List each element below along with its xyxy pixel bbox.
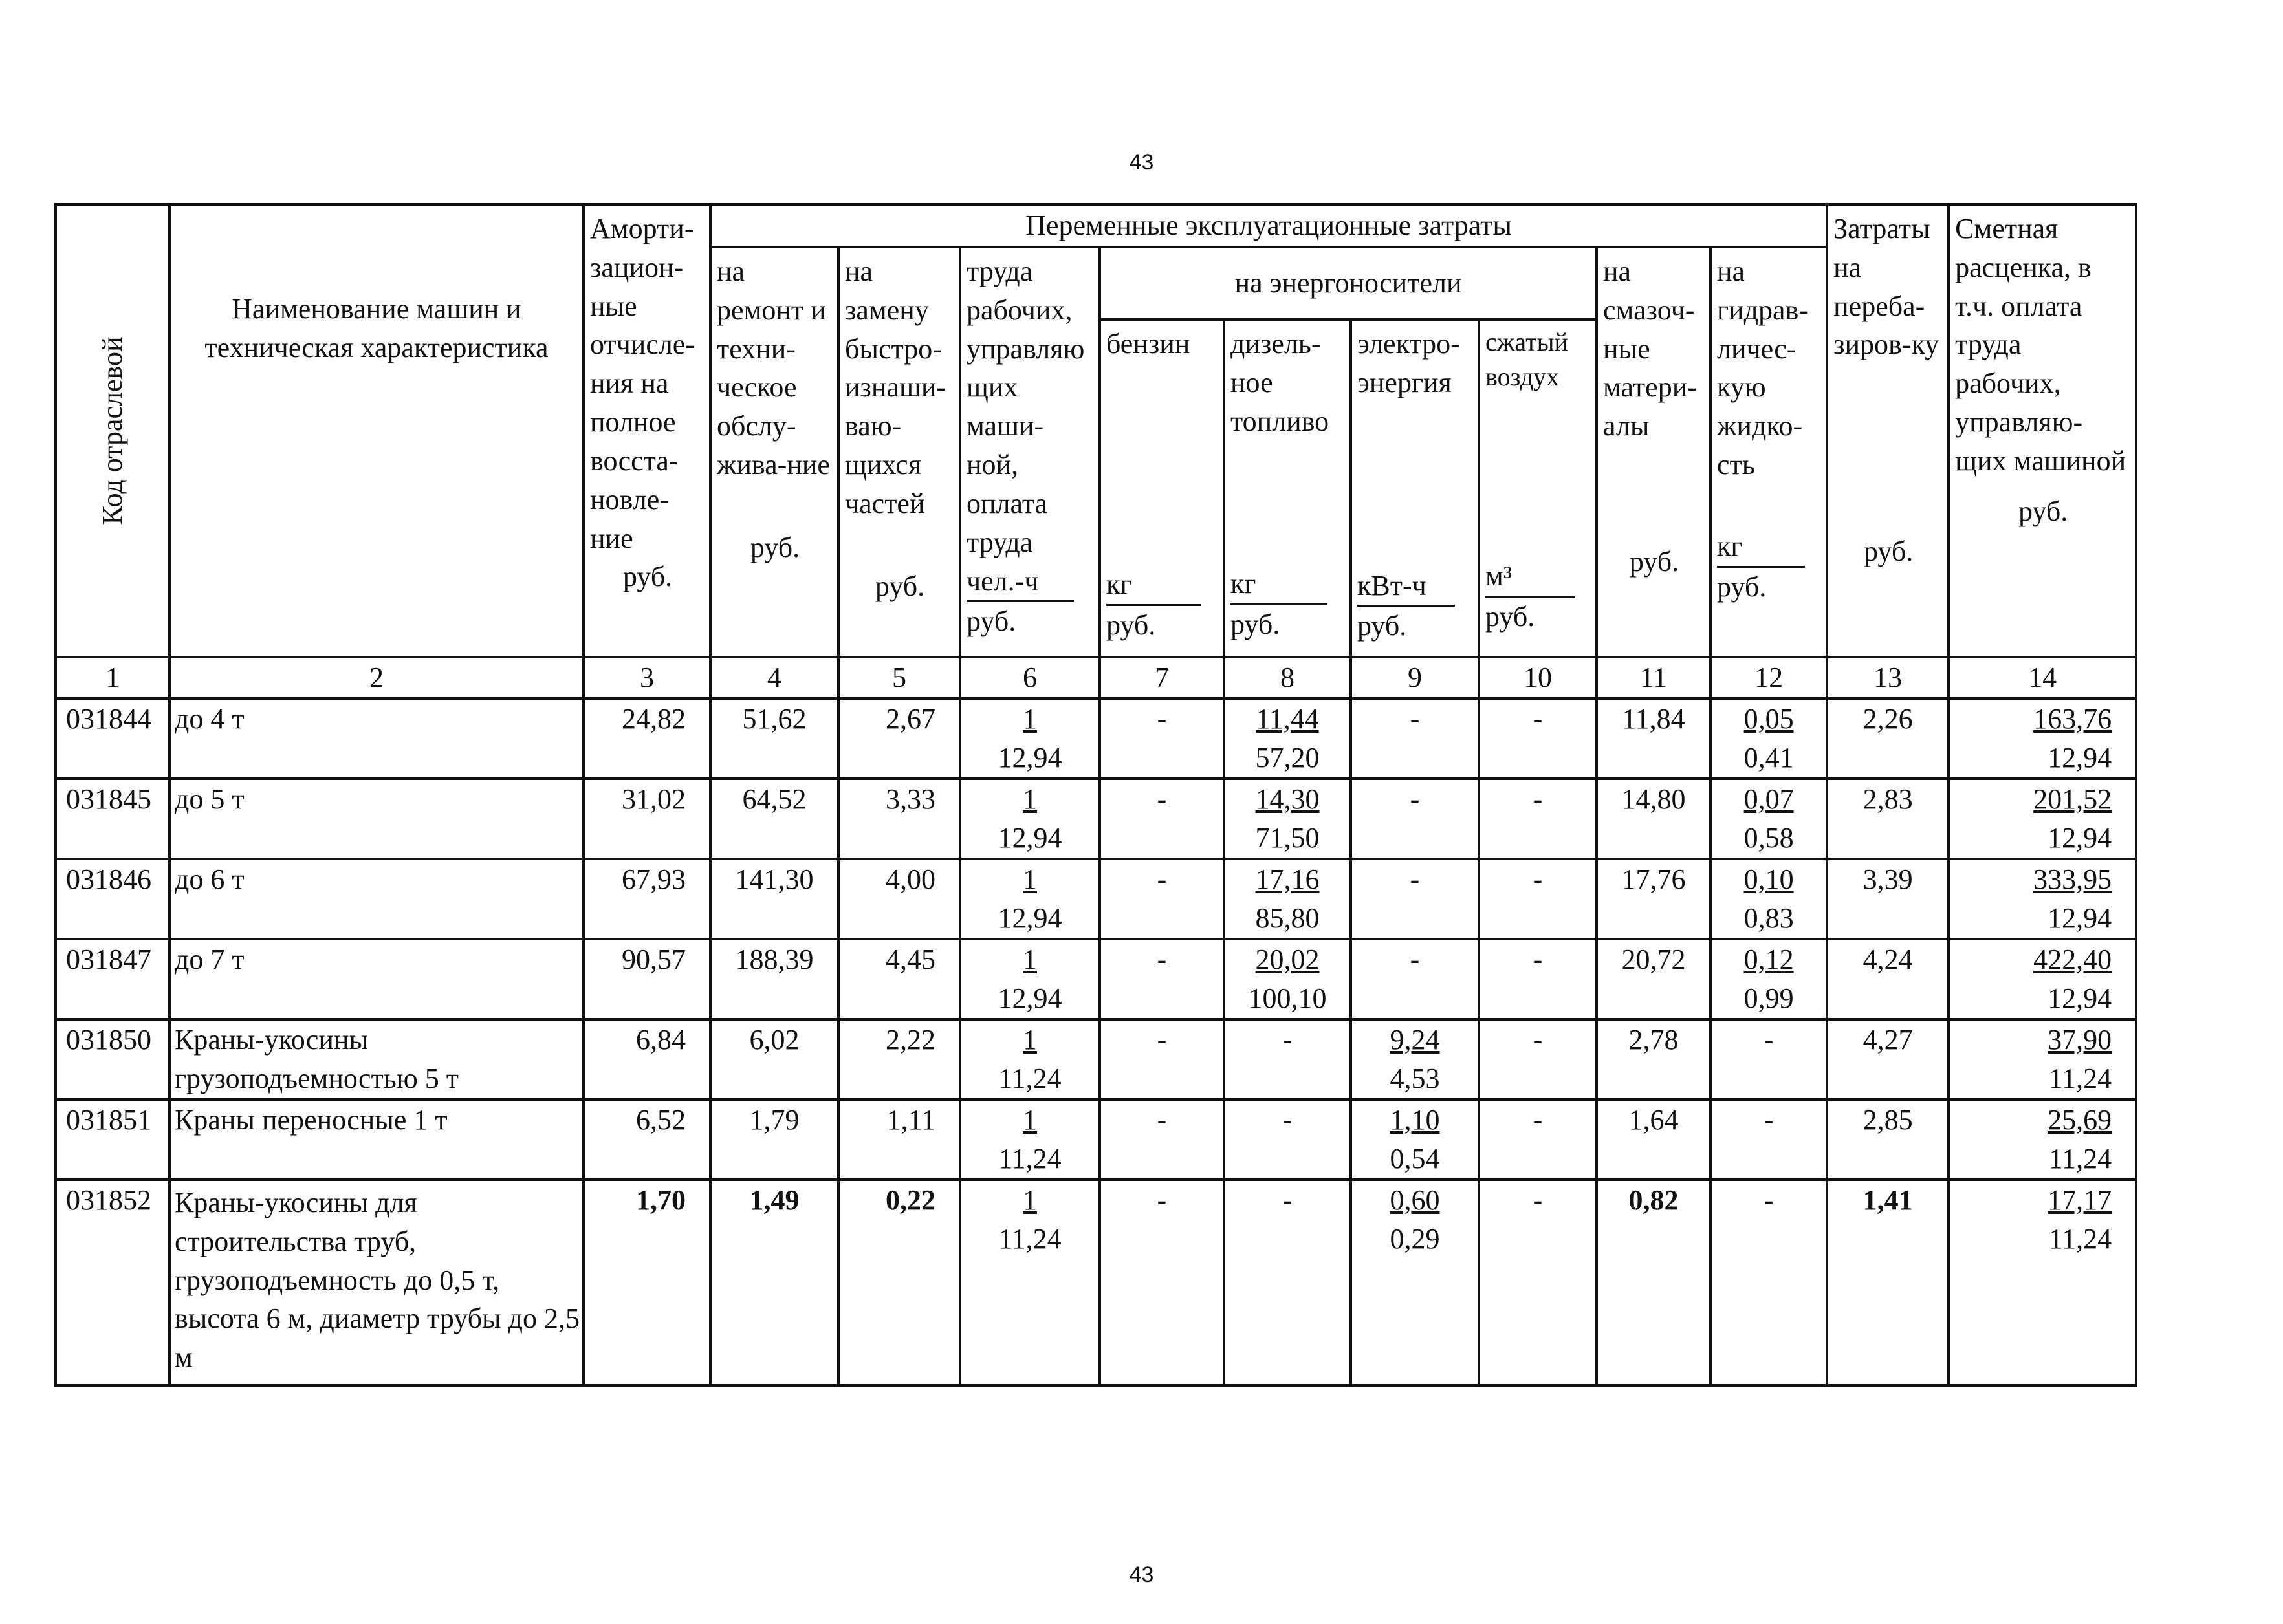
labor-bottom: 12,94 [998, 982, 1062, 1014]
row-code: 031850 [56, 1019, 169, 1099]
header-electric-unit-bottom: руб. [1357, 610, 1407, 642]
header-labor-unit-bottom: руб. [967, 605, 1016, 638]
electric-top: 0,60 [1390, 1184, 1440, 1216]
header-air-unit-bottom: руб. [1485, 600, 1535, 633]
row-labor [960, 698, 1100, 779]
row-electric: - [1351, 698, 1479, 779]
labor-bottom: 11,24 [998, 1222, 1062, 1255]
row-electric: - [1351, 859, 1479, 939]
header-hydro [1710, 247, 1827, 657]
header-lube-unit: руб. [1629, 546, 1679, 578]
row-amort: 6,84 [584, 1019, 710, 1099]
row-replace: 2,22 [838, 1019, 960, 1099]
row-air: - [1479, 1019, 1597, 1099]
row-labor [960, 779, 1100, 859]
row-electric [1351, 1099, 1479, 1180]
column-number: 9 [1351, 657, 1479, 698]
header-amort [584, 204, 710, 657]
column-number: 8 [1224, 657, 1351, 698]
row-labor [960, 859, 1100, 939]
column-number: 7 [1100, 657, 1224, 698]
row-estimate [1949, 859, 2136, 939]
header-lube [1597, 247, 1710, 657]
row-amort: 24,82 [584, 698, 710, 779]
estimate-top: 37,90 [2048, 1024, 2112, 1056]
machine-cost-table [54, 203, 2137, 1387]
estimate-top: 17,17 [2048, 1184, 2112, 1216]
hydro-bottom: 0,83 [1743, 902, 1794, 934]
row-petrol: - [1100, 859, 1224, 939]
row-petrol: - [1100, 939, 1224, 1019]
header-air-label: сжатый воздух [1485, 327, 1568, 392]
row-estimate [1949, 1099, 2136, 1180]
row-lube: 14,80 [1597, 779, 1710, 859]
row-amort: 31,02 [584, 779, 710, 859]
labor-bottom: 12,94 [998, 821, 1062, 854]
table-row [56, 859, 2136, 939]
electric-top: 1,10 [1390, 1104, 1440, 1136]
header-name [169, 204, 584, 657]
row-air: - [1479, 939, 1597, 1019]
estimate-top: 201,52 [2033, 783, 2112, 815]
column-number: 10 [1479, 657, 1597, 698]
row-replace: 4,00 [838, 859, 960, 939]
header-air-unit-top: м³ [1485, 557, 1575, 598]
estimate-top: 163,76 [2033, 703, 2112, 735]
row-relocation: 1,41 [1827, 1180, 1949, 1385]
labor-top: 1 [1023, 944, 1037, 975]
row-estimate [1949, 1180, 2136, 1385]
row-relocation: 4,24 [1827, 939, 1949, 1019]
header-energy-label: на энергоносители [1234, 267, 1462, 299]
table-row [56, 1180, 2136, 1385]
header-estimate [1949, 204, 2136, 657]
row-name: до 5 т [169, 779, 584, 859]
header-name-label: Наименование машин и техническая характеристика [204, 293, 549, 363]
row-amort: 90,57 [584, 939, 710, 1019]
row-diesel: - [1224, 1180, 1351, 1385]
header-electric-unit-top: кВт-ч [1357, 567, 1455, 607]
column-number-row [56, 657, 2136, 698]
column-number: 1 [56, 657, 169, 698]
hydro-bottom: 0,41 [1743, 741, 1794, 774]
estimate-bottom: 11,24 [2048, 1062, 2112, 1094]
hydro-top: 0,12 [1743, 944, 1794, 975]
row-electric [1351, 1180, 1479, 1385]
row-diesel [1224, 939, 1351, 1019]
electric-top: 9,24 [1390, 1024, 1440, 1056]
row-name: Краны-укосины грузоподъемностью 5 т [169, 1019, 584, 1099]
row-repair: 64,52 [710, 779, 838, 859]
row-relocation: 2,26 [1827, 698, 1949, 779]
header-hydro-label: на гидрав-личес-кую жидко-сть [1717, 255, 1808, 481]
labor-top: 1 [1023, 1184, 1037, 1216]
diesel-top: 14,30 [1255, 783, 1320, 815]
row-lube: 0,82 [1597, 1180, 1710, 1385]
column-number: 6 [960, 657, 1100, 698]
row-repair: 141,30 [710, 859, 838, 939]
page-number-top: 43 [1129, 150, 1154, 175]
hydro-bottom: 0,99 [1743, 982, 1794, 1014]
row-replace: 4,45 [838, 939, 960, 1019]
estimate-top: 422,40 [2033, 944, 2112, 975]
column-number: 14 [1949, 657, 2136, 698]
row-petrol: - [1100, 1180, 1224, 1385]
row-hydro [1710, 859, 1827, 939]
row-name: до 4 т [169, 698, 584, 779]
row-diesel [1224, 859, 1351, 939]
estimate-bottom: 12,94 [2048, 821, 2112, 854]
diesel-bottom: 57,20 [1255, 741, 1320, 774]
row-name: до 6 т [169, 859, 584, 939]
row-lube: 2,78 [1597, 1019, 1710, 1099]
row-repair: 188,39 [710, 939, 838, 1019]
row-hydro [1710, 698, 1827, 779]
row-repair: 1,79 [710, 1099, 838, 1180]
labor-top: 1 [1023, 703, 1037, 735]
header-labor-unit-top: чел.-ч [967, 562, 1074, 603]
row-code: 031852 [56, 1180, 169, 1385]
labor-bottom: 11,24 [998, 1062, 1062, 1094]
column-number: 4 [710, 657, 838, 698]
row-petrol: - [1100, 1099, 1224, 1180]
table-row [56, 779, 2136, 859]
row-amort: 6,52 [584, 1099, 710, 1180]
header-hydro-unit-bottom: руб. [1717, 570, 1767, 603]
row-diesel [1224, 779, 1351, 859]
header-repair [710, 247, 838, 657]
header-petrol [1100, 319, 1224, 657]
row-labor [960, 1019, 1100, 1099]
column-number: 11 [1597, 657, 1710, 698]
row-air: - [1479, 698, 1597, 779]
row-hydro [1710, 939, 1827, 1019]
row-estimate [1949, 698, 2136, 779]
header-variable-costs-label: Переменные эксплуатационные затраты [1025, 210, 1512, 242]
row-name: до 7 т [169, 939, 584, 1019]
column-number: 5 [838, 657, 960, 698]
header-relocation-label: Затраты на переба-зиров-ку [1833, 213, 1939, 361]
header-labor-label: труда рабочих, управляю щих маши-ной, оплата труда [967, 255, 1085, 558]
row-air: - [1479, 859, 1597, 939]
row-code: 031851 [56, 1099, 169, 1180]
row-repair: 1,49 [710, 1180, 838, 1385]
header-relocation [1827, 204, 1949, 657]
header-amort-unit: руб. [622, 561, 673, 593]
header-electric-label: электро-энергия [1357, 328, 1460, 398]
estimate-top: 25,69 [2048, 1104, 2112, 1136]
table-row [56, 698, 2136, 779]
row-air: - [1479, 779, 1597, 859]
row-name: Краны переносные 1 т [169, 1099, 584, 1180]
labor-bottom: 12,94 [998, 902, 1062, 934]
row-labor [960, 939, 1100, 1019]
row-estimate [1949, 939, 2136, 1019]
header-diesel-unit-top: кг [1230, 565, 1327, 605]
row-hydro: - [1710, 1180, 1827, 1385]
row-estimate [1949, 1019, 2136, 1099]
estimate-bottom: 11,24 [2048, 1142, 2112, 1175]
header-lube-label: на смазоч-ные матери-алы [1603, 255, 1697, 442]
header-hydro-unit-top: кг [1717, 527, 1805, 568]
column-number: 13 [1827, 657, 1949, 698]
row-code: 031845 [56, 779, 169, 859]
table-row [56, 939, 2136, 1019]
row-labor [960, 1180, 1100, 1385]
row-code: 031847 [56, 939, 169, 1019]
row-petrol: - [1100, 1019, 1224, 1099]
header-repair-unit: руб. [750, 531, 800, 563]
row-name: Краны-укосины для строительства труб, грузоподъемность до 0,5 т, высота 6 м, диаметр трубы до 2,5 м [169, 1180, 584, 1385]
row-relocation: 3,39 [1827, 859, 1949, 939]
row-amort: 67,93 [584, 859, 710, 939]
header-labor [960, 247, 1100, 657]
header-air [1479, 319, 1597, 657]
header-electric [1351, 319, 1479, 657]
header-energy [1100, 247, 1597, 319]
column-number: 12 [1710, 657, 1827, 698]
row-petrol: - [1100, 698, 1224, 779]
row-electric: - [1351, 939, 1479, 1019]
diesel-bottom: 100,10 [1248, 982, 1327, 1014]
row-electric: - [1351, 779, 1479, 859]
hydro-top: 0,10 [1743, 863, 1794, 895]
header-estimate-unit: руб. [2018, 495, 2068, 527]
estimate-bottom: 12,94 [2048, 982, 2112, 1014]
estimate-bottom: 12,94 [2048, 741, 2112, 774]
electric-bottom: 4,53 [1390, 1062, 1440, 1094]
hydro-top: 0,05 [1743, 703, 1794, 735]
row-relocation: 4,27 [1827, 1019, 1949, 1099]
estimate-bottom: 11,24 [2048, 1222, 2112, 1255]
row-relocation: 2,85 [1827, 1099, 1949, 1180]
row-repair: 6,02 [710, 1019, 838, 1099]
row-estimate [1949, 779, 2136, 859]
labor-top: 1 [1023, 1104, 1037, 1136]
labor-top: 1 [1023, 783, 1037, 815]
header-repair-label: на ремонт и техни-ческое обслу-жива-ние [717, 255, 830, 481]
diesel-top: 11,44 [1256, 703, 1319, 735]
header-replace [838, 247, 960, 657]
column-number: 2 [169, 657, 584, 698]
hydro-bottom: 0,58 [1743, 821, 1794, 854]
header-code [56, 204, 169, 657]
header-amort-label: Аморти-зацион-ные отчисле-ния на полное восста-новле-ние [590, 213, 695, 554]
row-repair: 51,62 [710, 698, 838, 779]
page-number-bottom: 43 [1129, 1563, 1154, 1587]
header-variable-costs [710, 204, 1827, 247]
diesel-bottom: 71,50 [1255, 821, 1320, 854]
diesel-top: 20,02 [1255, 944, 1320, 975]
electric-bottom: 0,29 [1390, 1222, 1440, 1255]
row-hydro: - [1710, 1019, 1827, 1099]
row-electric [1351, 1019, 1479, 1099]
row-hydro [1710, 779, 1827, 859]
header-diesel [1224, 319, 1351, 657]
labor-top: 1 [1023, 863, 1037, 895]
row-code: 031846 [56, 859, 169, 939]
row-lube: 17,76 [1597, 859, 1710, 939]
hydro-top: 0,07 [1743, 783, 1794, 815]
row-amort: 1,70 [584, 1180, 710, 1385]
row-replace: 2,67 [838, 698, 960, 779]
table-row [56, 1099, 2136, 1180]
diesel-bottom: 85,80 [1255, 902, 1320, 934]
row-lube: 20,72 [1597, 939, 1710, 1019]
row-lube: 1,64 [1597, 1099, 1710, 1180]
header-code-label: Код отраслевой [96, 336, 129, 525]
row-air: - [1479, 1180, 1597, 1385]
header-petrol-unit-top: кг [1106, 565, 1201, 606]
header-petrol-unit-bottom: руб. [1106, 609, 1156, 641]
row-air: - [1479, 1099, 1597, 1180]
row-code: 031844 [56, 698, 169, 779]
row-labor [960, 1099, 1100, 1180]
header-petrol-label: бензин [1106, 328, 1190, 360]
estimate-bottom: 12,94 [2048, 902, 2112, 934]
labor-bottom: 12,94 [998, 741, 1062, 774]
labor-bottom: 11,24 [998, 1142, 1062, 1175]
row-diesel [1224, 698, 1351, 779]
electric-bottom: 0,54 [1390, 1142, 1440, 1175]
row-diesel: - [1224, 1019, 1351, 1099]
header-relocation-unit: руб. [1864, 536, 1914, 568]
header-replace-label: на замену быстро-изнаши-ваю-щихся частей [845, 255, 946, 519]
row-relocation: 2,83 [1827, 779, 1949, 859]
diesel-top: 17,16 [1255, 863, 1320, 895]
table-row [56, 1019, 2136, 1099]
header-estimate-label: Сметная расценка, в т.ч. оплата труда рабочих, управляю-щих машиной [1955, 213, 2126, 477]
row-hydro: - [1710, 1099, 1827, 1180]
estimate-top: 333,95 [2033, 863, 2112, 895]
row-diesel: - [1224, 1099, 1351, 1180]
header-replace-unit: руб. [875, 570, 925, 602]
row-replace: 3,33 [838, 779, 960, 859]
header-diesel-unit-bottom: руб. [1230, 609, 1280, 641]
header-diesel-label: дизель-ное топливо [1230, 328, 1329, 437]
row-lube: 11,84 [1597, 698, 1710, 779]
labor-top: 1 [1023, 1024, 1037, 1056]
row-petrol: - [1100, 779, 1224, 859]
row-replace: 1,11 [838, 1099, 960, 1180]
row-replace: 0,22 [838, 1180, 960, 1385]
column-number: 3 [584, 657, 710, 698]
